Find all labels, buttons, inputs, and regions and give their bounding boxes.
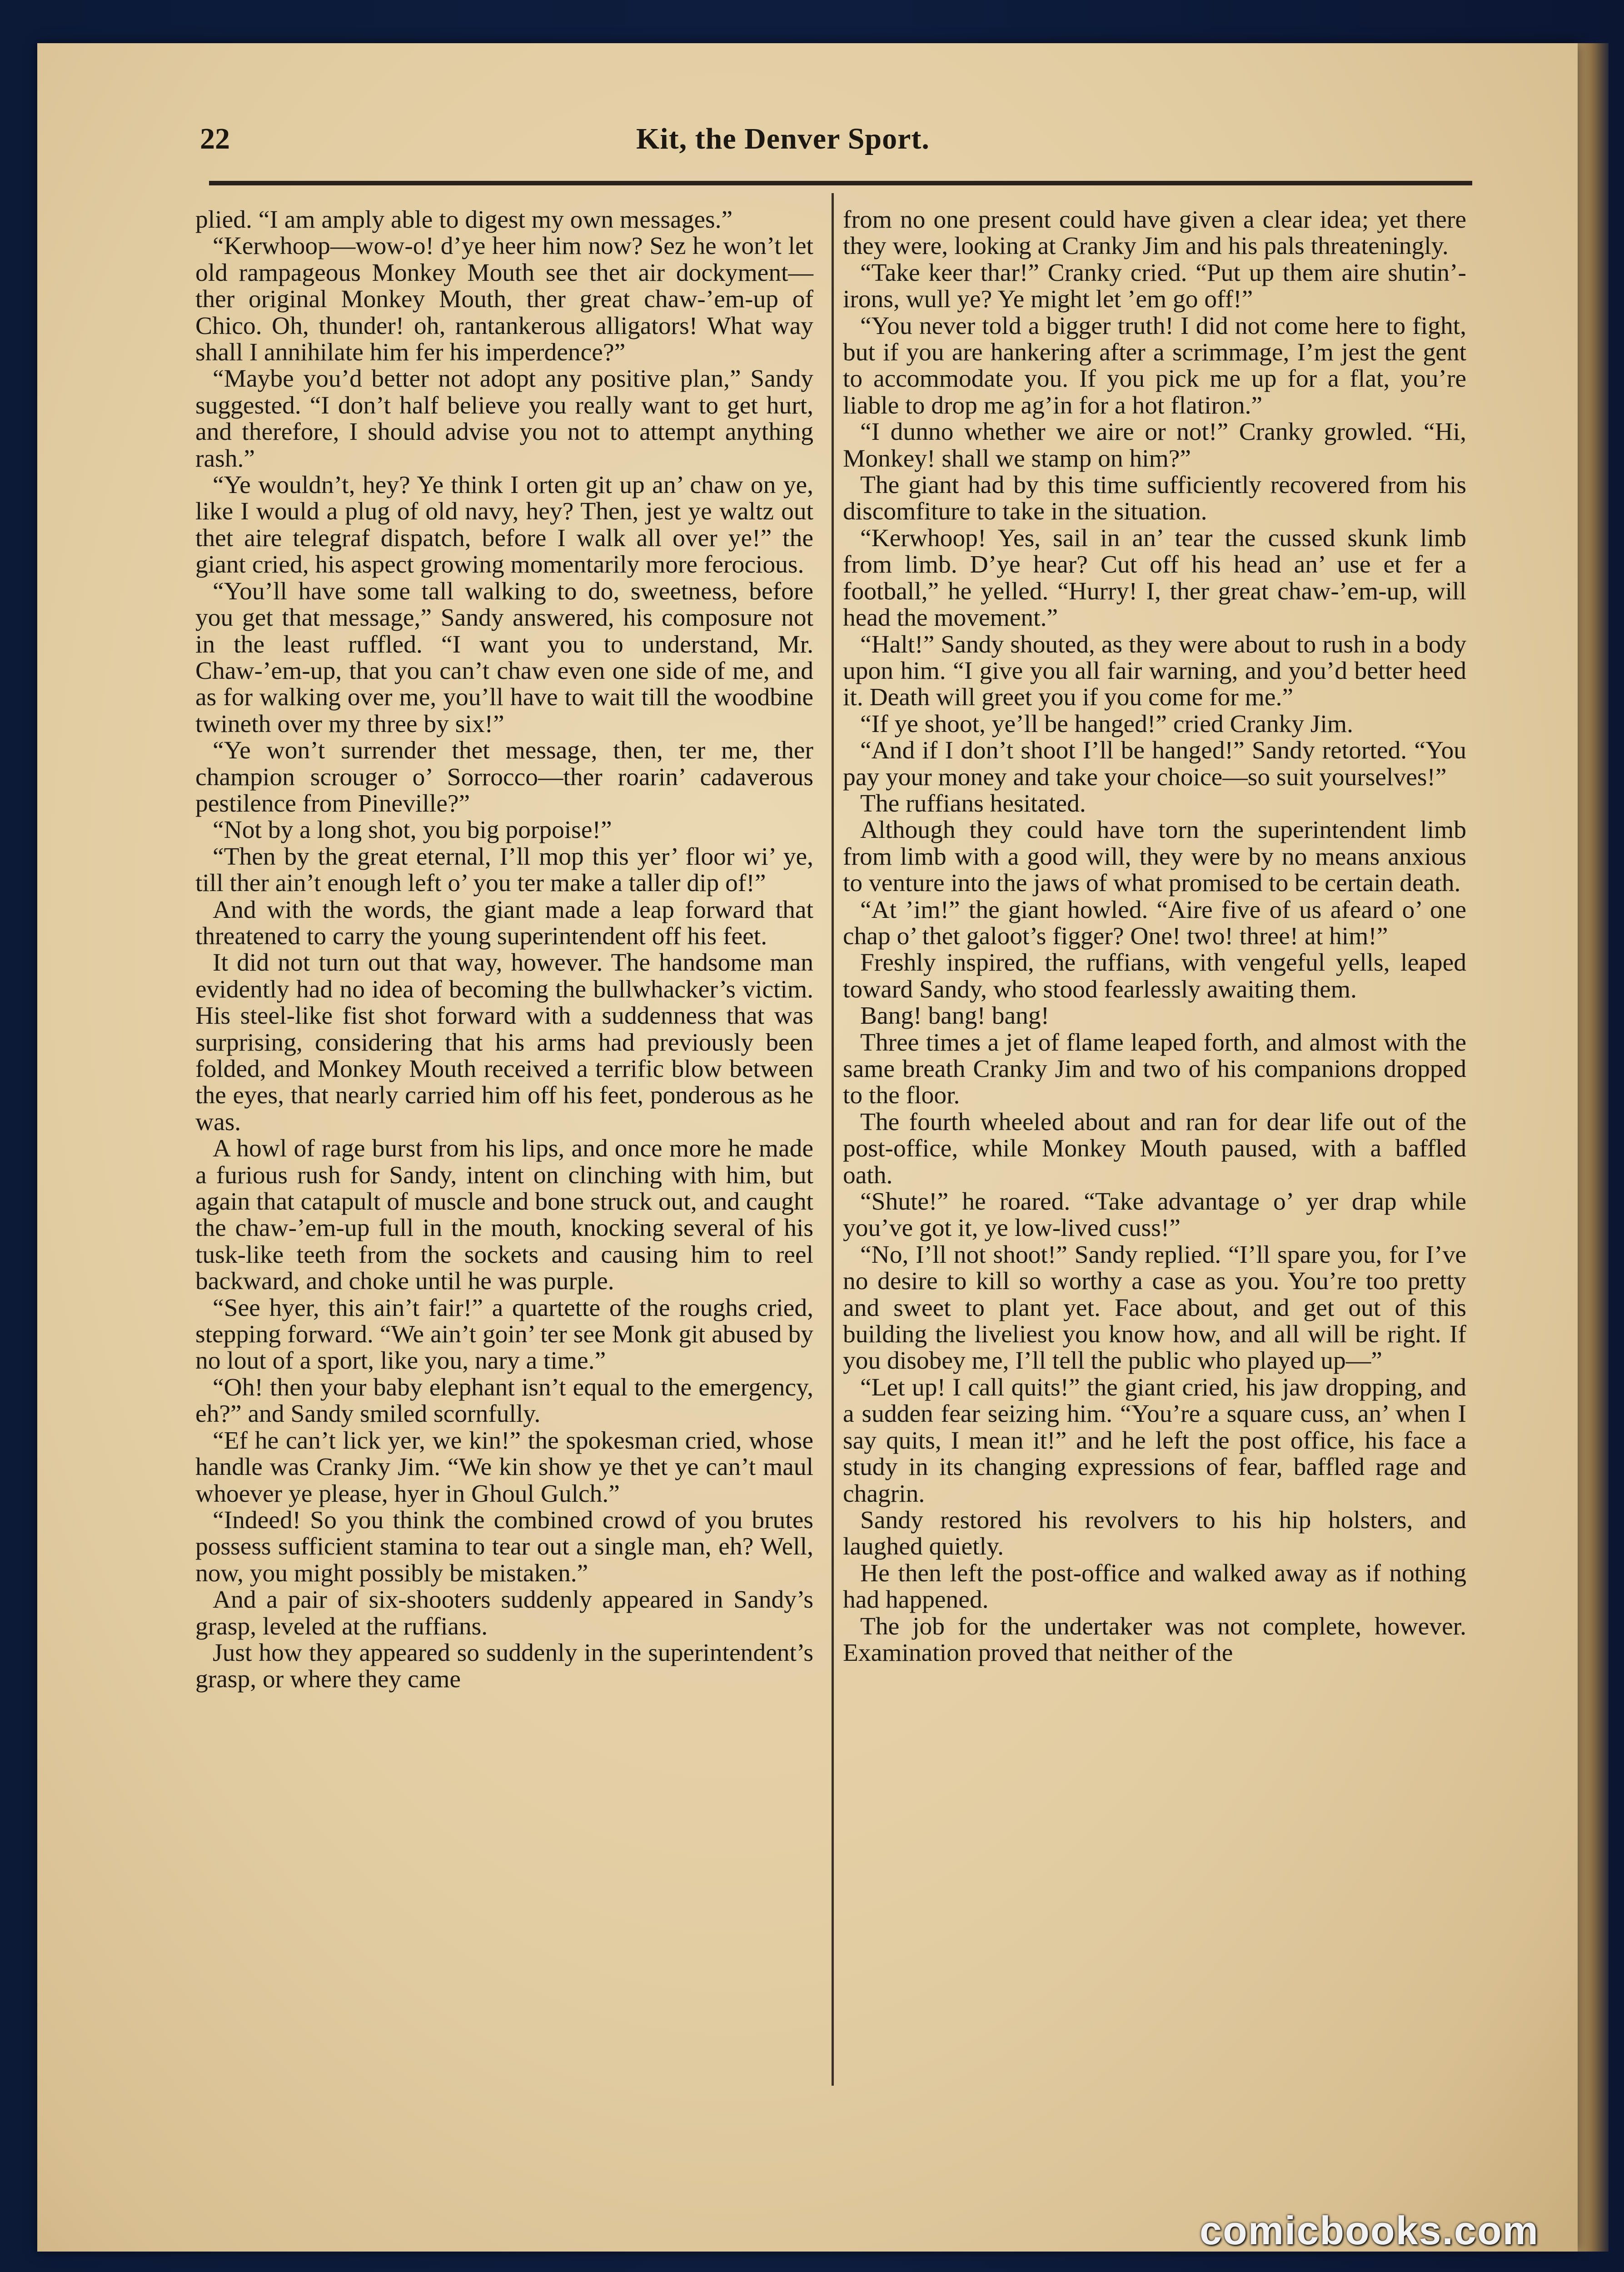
paragraph: A howl of rage burst from his lips, and once more he made a furious rush for Sandy, intent on clinching with him, but again that catapult of muscle and bone struck out, and caught the chaw-’em-up full in the mouth, knocking several of his tusk-like teeth from the sockets and causing him to reel backward, and choke until he was purple.: [195, 1135, 813, 1295]
paragraph: “Ef he can’t lick yer, we kin!” the spokesman cried, whose handle was Cranky Jim. “We kin show ye thet ye can’t maul whoever ye please, hyer in Ghoul Gulch.”: [195, 1426, 813, 1508]
paragraph: “Maybe you’d better not adopt any positive plan,” Sandy suggested. “I don’t half believe you really want to get hurt, and therefore, I should advise you not to attempt anything rash.”: [195, 365, 813, 473]
watermark: comicbooks.com: [1200, 2208, 1539, 2253]
paragraph: Sandy restored his revolvers to his hip holsters, and laughed quietly.: [843, 1506, 1466, 1561]
paragraph: “See hyer, this ain’t fair!” a quartette of the roughs cried, stepping forward. “We ain’t goin’ ter see Monk git abused by no lout of a sport, like you, nary a time.”: [195, 1294, 813, 1375]
paragraph: “Kerwhoop! Yes, sail in an’ tear the cussed skunk limb from limb. D’ye hear? Cut off his head an’ use et fer a football,” he yelled. “Hurry! I, ther great chaw-’em-up, will head the movement.”: [843, 524, 1466, 632]
paragraph: “Let up! I call quits!” the giant cried, his jaw dropping, and a sudden fear seizing him. “You’re a square cuss, an’ when I say quits, I mean it!” and he left the post office, his face a study in its changing expressions of fear, baffled rage and chagrin.: [843, 1373, 1466, 1508]
paragraph: from no one present could have given a clear idea; yet there they were, looking at Cranky Jim and his pals threateningly.: [843, 206, 1466, 260]
paragraph: “Not by a long shot, you big porpoise!”: [213, 816, 612, 844]
paragraph: Just how they appeared so suddenly in the superintendent’s grasp, or where they came: [195, 1639, 813, 1694]
paragraph: And a pair of six-shooters suddenly appeared in Sandy’s grasp, leveled at the ruffians.: [195, 1586, 813, 1640]
column-divider: [832, 193, 834, 2086]
paragraph: “If ye shoot, ye’ll be hanged!” cried Cranky Jim.: [860, 710, 1353, 738]
paragraph: The giant had by this time sufficiently recovered from his discomfiture to take in the situation.: [843, 471, 1466, 526]
paragraph: “You never told a bigger truth! I did not come here to fight, but if you are hankering after a scrimmage, I’m jest the gent to accommodate you. If you pick me up for a flat, you’re liable to drop me ag’in for a hot flatiron.”: [843, 312, 1466, 419]
paragraph: The job for the undertaker was not complete, however. Examination proved that neither of the: [843, 1612, 1466, 1667]
paragraph: “I dunno whether we aire or not!” Cranky growled. “Hi, Monkey! shall we stamp on him?”: [843, 418, 1466, 473]
running-title: Kit, the Denver Sport.: [636, 122, 930, 155]
paragraph: “Take keer thar!” Cranky cried. “Put up them aire shutin’-irons, wull ye? Ye might let ’em go off!”: [843, 259, 1466, 314]
paragraph: “You’ll have some tall walking to do, sweetness, before you get that message,” Sandy answered, his composure not in the least ruffled. “I want you to understand, Mr. Chaw-’em-up, that you can’t chaw even one side of me, and as for walking over me, you’ll have to wait till the woodbine twineth over my three by six!”: [195, 577, 813, 738]
paragraph: “Ye won’t surrender thet message, then, ter me, ther champion scrouger o’ Sorrocco—ther roarin’ cadaverous pestilence from Pineville?”: [195, 737, 813, 817]
paragraph: plied. “I am amply able to digest my own messages.”: [195, 206, 733, 234]
paragraph: Three times a jet of flame leaped forth, and almost with the same breath Cranky Jim and two of his companions dropped to the floor.: [843, 1028, 1466, 1110]
paragraph: And with the words, the giant made a leap forward that threatened to carry the young superintendent off his feet.: [195, 896, 813, 950]
page-header: [200, 122, 1472, 163]
left-column: [195, 207, 813, 1693]
paragraph: “Oh! then your baby elephant isn’t equal to the emergency, eh?” and Sandy smiled scornfully.: [195, 1373, 813, 1428]
paragraph: The fourth wheeled about and ran for dear life out of the post-office, while Monkey Mouth paused, with a baffled oath.: [843, 1108, 1466, 1189]
paragraph: It did not turn out that way, however. The handsome man evidently had no idea of becoming the bullwhacker’s victim. His steel-like fist shot forward with a suddenness that was surprising, considering that his arms had previously been folded, and Monkey Mouth received a terrific blow between the eyes, that nearly carried him off his feet, ponderous as he was.: [195, 949, 813, 1136]
paragraph: The ruffians hesitated.: [860, 789, 1086, 817]
paragraph: Although they could have torn the superintendent limb from limb with a good will, they were by no means anxious to venture into the jaws of what promised to be certain death.: [843, 816, 1466, 897]
paragraph: “Then by the great eternal, I’ll mop this yer’ floor wi’ ye, till ther ain’t enough left o’ you ter make a taller dip of!”: [195, 842, 813, 897]
paragraph: “Indeed! So you think the combined crowd of you brutes possess sufficient stamina to tear out a single man, eh? Well, now, you might possibly be mistaken.”: [195, 1506, 813, 1587]
right-column: [843, 207, 1466, 1666]
paragraph: Bang! bang! bang!: [860, 1002, 1050, 1030]
paragraph: He then left the post-office and walked away as if nothing had happened.: [843, 1559, 1466, 1614]
paragraph: “Shute!” he roared. “Take advantage o’ yer drap while you’ve got it, ye low-lived cuss!”: [843, 1188, 1466, 1242]
header-rule: [209, 181, 1472, 185]
paragraph: “Kerwhoop—wow-o! d’ye heer him now? Sez he won’t let old rampageous Monkey Mouth see thet air dockyment—ther original Monkey Mouth, ther great chaw-’em-up of Chico. Oh, thunder! oh, rantankerous alligators! What way shall I annihilate him fer his imperdence?”: [195, 232, 813, 367]
paragraph: Freshly inspired, the ruffians, with vengeful yells, leaped toward Sandy, who stood fearlessly awaiting them.: [843, 949, 1466, 1003]
paragraph: “Halt!” Sandy shouted, as they were about to rush in a body upon him. “I give you all fair warning, and you’d better heed it. Death will greet you if you come for me.”: [843, 630, 1466, 712]
paragraph: “And if I don’t shoot I’ll be hanged!” Sandy retorted. “You pay your money and take your choice—so suit yourselves!”: [843, 737, 1466, 791]
paragraph: “Ye wouldn’t, hey? Ye think I orten git up an’ chaw on ye, like I would a plug of old navy, hey? Then, jest ye waltz out thet aire telegraf dispatch, before I walk all over ye!” the giant cried, his aspect growing momentarily more ferocious.: [195, 471, 813, 579]
paragraph: “At ’im!” the giant howled. “Aire five of us afeard o’ one chap o’ thet galoot’s figger? One! two! three! at him!”: [843, 896, 1466, 950]
paragraph: “No, I’ll not shoot!” Sandy replied. “I’ll spare you, for I’ve no desire to kill so worthy a case as you. You’re too pretty and sweet to plant yet. Face about, and get out of this building the liveliest you know how, and all will be right. If you disobey me, I’ll tell the public who played up—”: [843, 1241, 1466, 1375]
page-number: 22: [200, 122, 230, 155]
